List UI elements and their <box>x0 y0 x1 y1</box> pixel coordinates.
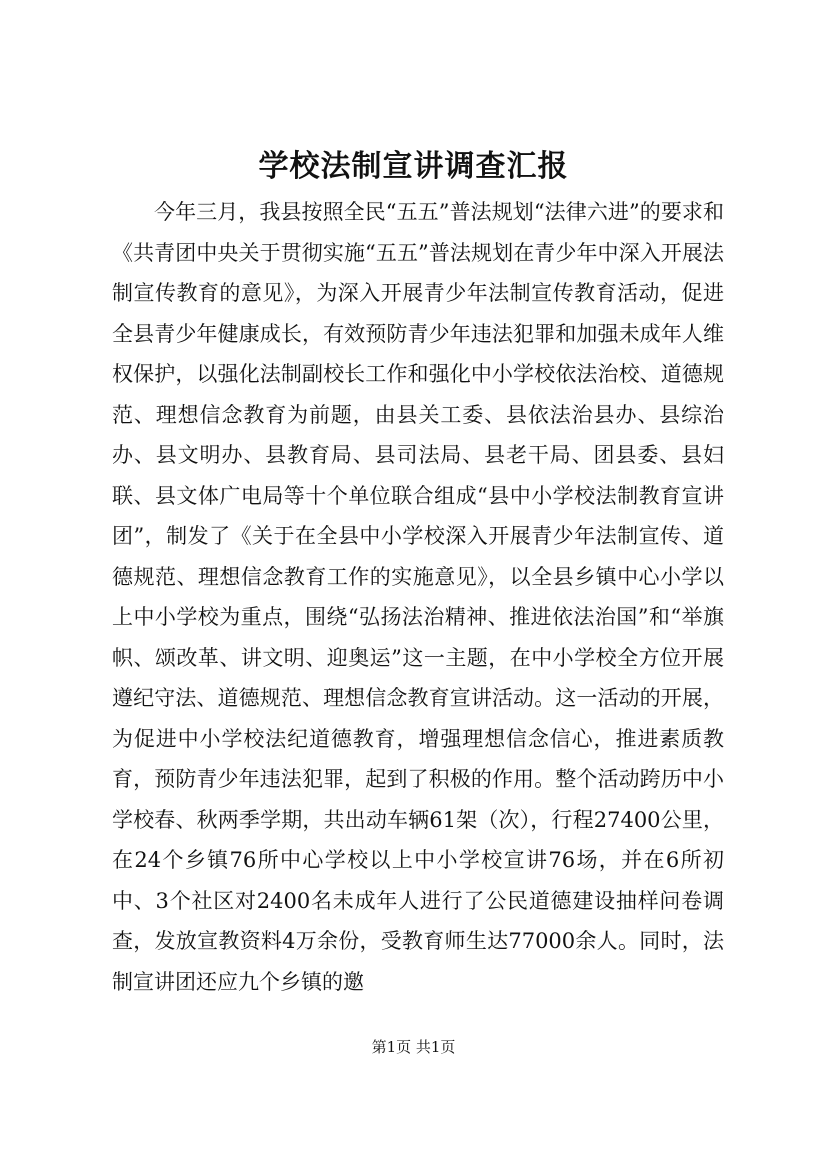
document-title: 学校法制宣讲调查汇报 <box>258 149 569 184</box>
body-paragraph: 今年三月，我县按照全民“五五”普法规划“法律六进”的要求和《共青团中央关于贯彻实施“五五”普法规划在青少年中深入开展法制宣传教育的意见》，为深入开展青少年法制宣传教育活动，促进全县青少年健康成长，有效预防青少年违法犯罪和加强未成年人维权保护，以强化法制副校长工作和强化中小学校依法治校、道德规范、理想信念教育为前题，由县关工委、县依法治县办、县综治办、县文明办、县教育局、县司法局、县老干局、团县委、县妇联、县文体广电局等十个单位联合组成“县中小学校法制教育宣讲团”，制发了《关于在全县中小学校深入开展青少年法制宣传、道德规范、理想信念教育工作的实施意见》，以全县乡镇中心小学以上中小学校为重点，围绕“弘扬法治精神、推进依法治国”和“举旗帜、颂改革、讲文明、迎奥运”这一主题，在中小学校全方位开展遵纪守法、道德规范、理想信念教育宣讲活动。这一活动的开展，为促进中小学校法纪道德教育，增强理想信念信心，推进素质教育，预防青少年违法犯罪，起到了积极的作用。整个活动跨历中小学校春、秋两季学期，共出动车辆61架（次），行程27400公里，在24个乡镇76所中心学校以上中小学校宣讲76场，并在6所初中、3个社区对2400名未成年人进行了公民道德建设抽样问卷调查，发放宣教资料4万余份，受教育师生达77000余人。同时，法制宣讲团还应九个乡镇的邀 <box>112 200 724 994</box>
document-body <box>112 192 724 1002</box>
page-footer: 第1页 共1页 <box>371 1038 456 1056</box>
